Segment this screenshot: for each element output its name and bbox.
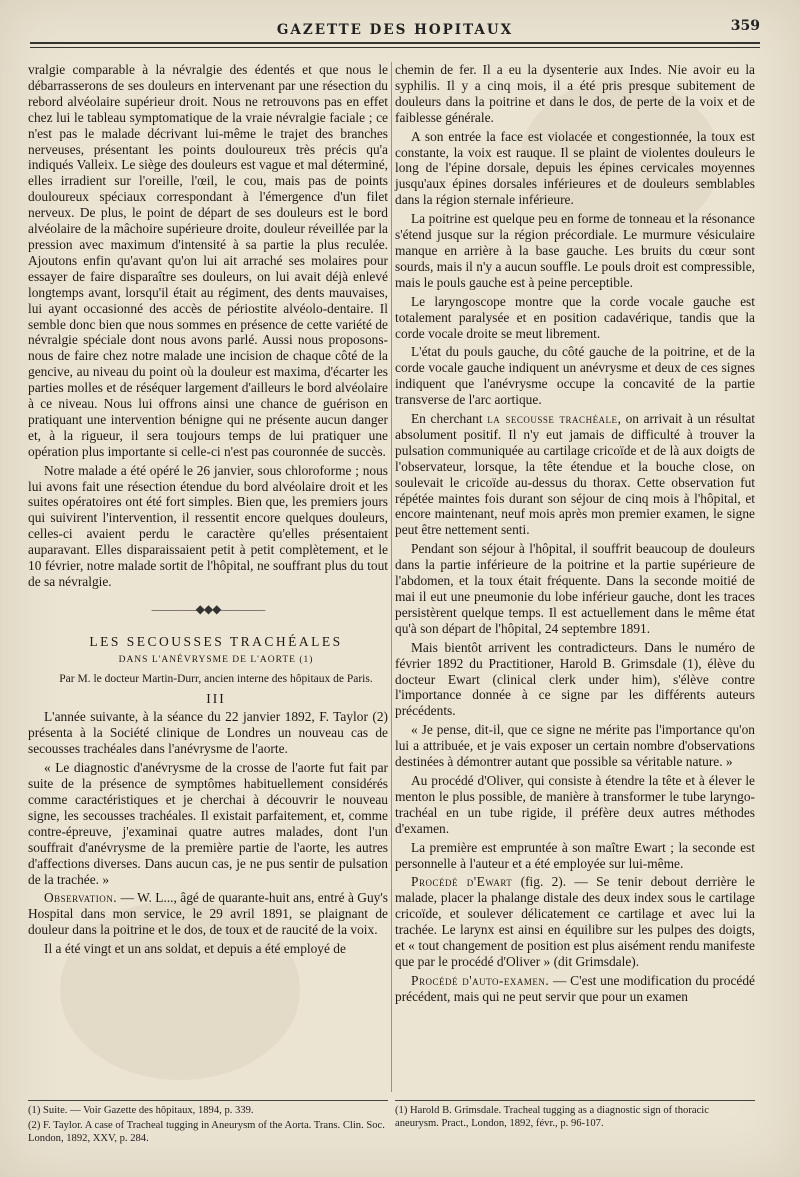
left-column: [28, 62, 388, 960]
paragraph: Il a été vingt et un ans soldat, et depuis a été employé de: [44, 941, 346, 957]
paragraph: A son entrée la face est violacée et congestionnée, la toux est constante, la voix est rauque. Il se plaint de violentes douleurs le long de l'épine dorsale, depuis les épines cervicales moyennes jusqu'aux épines dorsales inférieures et de douleurs semblables dans la région sternale inférieure.: [395, 128, 755, 208]
paragraph: chemin de fer. Il a eu la dysenterie aux Indes. Nie avoir eu la syphilis. Il y a cinq mois, il a été pris presque subitement de douleurs dans la poitrine et dans le dos, de perte de la voix et de faiblesse générale.: [395, 62, 755, 125]
paragraph: « Le diagnostic d'anévrysme de la crosse de l'aorte fut fait par suite de la présence de symptômes habituellement considérés comme caractéristiques et je cherchai à découvrir le nouveau signe, les secousses trachéales. Il existait parfaitement, et, comme contre-épreuve, j'examinai quatre autres malades, dont l'un souffrait d'anévrysme de la première partie de l'aorte, les autres d'affections diverses. Dans aucun cas, je ne pus sentir de pulsation de la trachée. »: [28, 760, 388, 887]
section-separator: ————◆◆◆————: [151, 601, 265, 616]
procedure-label: Procédé d'Ewart: [411, 874, 513, 890]
paragraph: Notre malade a été opéré le 26 janvier, sous chloroforme ; nous lui avons fait une résection étendue du bord alvéolaire droit et les suites opératoires ont été fort simples. Bien que, les premiers jours qui suivirent l'intervention, il ressentit encore quelques douleurs, celles-ci avaient perdu le caractère qu'elles présentaient auparavant. Elles disparaissaient petit à petit complètement, et le 10 février, notre malade sortit de l'hôpital, ne souffrant plus du tout de sa névralgie.: [28, 462, 388, 589]
paragraph-text: En cherchant: [411, 411, 488, 427]
page-number: 359: [730, 18, 760, 34]
header-rule: [30, 42, 760, 44]
left-footnotes: [28, 1104, 388, 1147]
paragraph: Mais bientôt arrivent les contradicteurs. Dans le numéro de février 1892 du Practitioner, Harold B. Grimsdale (1), élève du docteur Ewart (clinical clerk under him), s'élève contre l'importance donnée à ce signe par les différents auteurs précédents.: [395, 639, 755, 719]
right-footnotes: [395, 1104, 755, 1132]
paragraph: vralgie comparable à la névralgie des édentés et que nous le débarrasserons de ses douleurs en intervenant par une résection du rebord alvéolaire supérieur droit. Nous ne retrouvons pas en effet chez lui le tableau symptomatique de la vraie névralgie faciale ; ce n'est pas le malade décrivant lui-même le trajet des branches nerveuses, présentant les points douloureux très précis qu'a indiqués Valleix. Le siège des douleurs est vague et mal déterminé, elles irradient sur l'oreille, l'œil, le cou, mais pas de points douloureux spéciaux correspondant à l'émergence d'un filet nerveux. De plus, le point de départ de ses douleurs est le bord alvéolaire de la mâchoire supérieure droite, douleur réveillée par la pression avec maximum d'intensité à sa partie la plus reculée. Ajoutons enfin qu'avant qu'on lui ait arraché ses molaires pour essayer de faire disparaître ses douleurs, on lui avait déjà enlevé longtemps avant, lorsqu'il était au régiment, des dents mauvaises, lui ayant occasionné des accès de périostite alvéolo-dentaire. Il semble donc bien que nous sommes en présence de cette variété de névralgie spéciale dont nous avons parlé. Aussi nous proposons-nous de faire chez notre malade une incision de chaque côté de la gencive, au niveau du point où la douleur est maxima, d'écarter les parties molles et de réséquer largement d'ailleurs le bord alvéolaire à ce niveau. Nous lui offrons ainsi une chance de guérison en pratiquant une intervention bénigne qui ne présente aucun danger et, à la rigueur, il sera toujours temps de lui pratiquer une opération plus importante si celle-ci n'est pas couronnée de succès.: [28, 62, 388, 459]
paragraph-text: — C'est une modification du procédé précédent, mais qui ne peut servir que pour un examen: [395, 972, 755, 1004]
paragraph: L'année suivante, à la séance du 22 janvier 1892, F. Taylor (2) présenta à la Société clinique de Londres un nouveau cas de secousses trachéales dans l'anévrysme de l'aorte.: [28, 709, 388, 757]
footnote-rule: [28, 1100, 388, 1101]
section-title: LES SECOUSSES TRACHÉALES: [89, 633, 343, 649]
footnote: (1) Suite. — Voir Gazette des hôpitaux, 1894, p. 339.: [28, 1105, 254, 1116]
paragraph: La poitrine est quelque peu en forme de tonneau et la résonance s'étend jusque sur la région précordiale. Le murmure vésiculaire manque en arrière à la base gauche. Les bruits du cœur sont sourds, mais il n'y a aucun souffle. Le pouls droit est compressible, mais le pouls gauche est à peine perceptible.: [395, 211, 755, 290]
emphasis-label: la secousse trachéale: [487, 411, 618, 427]
footnote: (1) Harold B. Grimsdale. Tracheal tugging as a diagnostic sign of thoracic aneurysm. Pract., London, 1892, févr., p. 96-107.: [395, 1105, 709, 1129]
paragraph: [28, 890, 388, 938]
section-author: Par M. le docteur Martin-Durr, ancien interne des hôpitaux de Paris.: [59, 672, 373, 685]
paragraph-text: — W. L..., âgé de quarante-huit ans, entré à Guy's Hospital dans mon service, le 29 avril 1891, se plaignant de douleur dans la poitrine et le dos, de toux et de raucité de la voix.: [28, 890, 388, 938]
section-number: III: [206, 690, 226, 706]
paragraph: La première est empruntée à son maître Ewart ; la seconde est personnelle à l'auteur et a été employée sur lui-même.: [395, 839, 755, 871]
footnote: (2) F. Taylor. A case of Tracheal tugging in Aneurysm of the Aorta. Trans. Clin. Soc. London, 1892, XXV, p. 284.: [28, 1120, 385, 1144]
paragraph: [395, 411, 755, 538]
paragraph: « Je pense, dit-il, que ce signe ne mérite pas l'importance qu'on lui a attribuée, et je vais exposer un certain nombre d'observations destinées à démontrer autant que possible sa véritable nature. »: [395, 722, 755, 770]
paragraph: [395, 874, 755, 969]
paragraph: L'état du pouls gauche, du côté gauche de la poitrine, et de la corde vocale gauche indiquent un anévrysme et deux de ces signes indiquent que l'anévrysme occupe la concavité de la partie transverse de l'arc aortique.: [395, 344, 755, 408]
paragraph-text: (fig. 2). — Se tenir debout derrière le malade, placer la phalange distale des deux index sous le cartilage cricoïde, et soulever délicatement ce cartilage et avec lui la trachée. Le larynx est ainsi en équilibre sur les pulpes des doigts, et « tout changement de position est plus aisément rendu manifeste que par le procédé d'Oliver » (dit Grimsdale).: [395, 874, 755, 969]
footnote-rule: [395, 1100, 755, 1101]
procedure-label: Procédé d'auto-examen.: [411, 972, 550, 988]
journal-title: GAZETTE DES HOPITAUX: [276, 22, 514, 38]
right-column: [395, 62, 755, 1008]
paragraph: Au procédé d'Oliver, qui consiste à étendre la tête et à élever le menton le plus possible, de manière à transformer le tube laryngo-trachéal en un tube rigide, il préfère deux autres méthodes d'examen.: [395, 772, 755, 836]
paragraph: Le laryngoscope montre que la corde vocale gauche est totalement paralysée et en position cadavérique, tandis que la corde vocale droite se meut librement.: [395, 293, 755, 341]
header-rule-thin: [30, 47, 760, 48]
paragraph-text: , on arrivait à un résultat absolument positif. Il n'y eut jamais de difficulté à trouver la pulsation communiquée au cartilage cricoïde et de là aux doigts de l'observateur, lorsque, la tête étendue et la bouche close, on soulevait le cricoïde au-dessus du thorax. Cette observation fut répétée maintes fois durant son séjour de cinq mois à l'hôpital, et encore maintenant, neuf mois après mon premier examen, le signe peut être nettement senti.: [395, 411, 756, 538]
paragraph: [395, 973, 755, 1005]
column-divider: [391, 62, 392, 1092]
section-subtitle: DANS L'ANÉVRYSME DE L'AORTE (1): [118, 654, 314, 665]
observation-label: Observation.: [44, 890, 118, 906]
paragraph: Pendant son séjour à l'hôpital, il souffrit beaucoup de douleurs dans la partie inférieure de la poitrine et la partie supérieure de l'abdomen, et la toux était fréquente. Dans la seconde moitié de mai il eut une pneumonie du lobe inférieur gauche, dont les traces persistèrent quelque temps. Il est actuellement dans le même état qu'à son départ de l'hôpital, 24 septembre 1891.: [395, 541, 755, 636]
page-header: [30, 18, 760, 58]
